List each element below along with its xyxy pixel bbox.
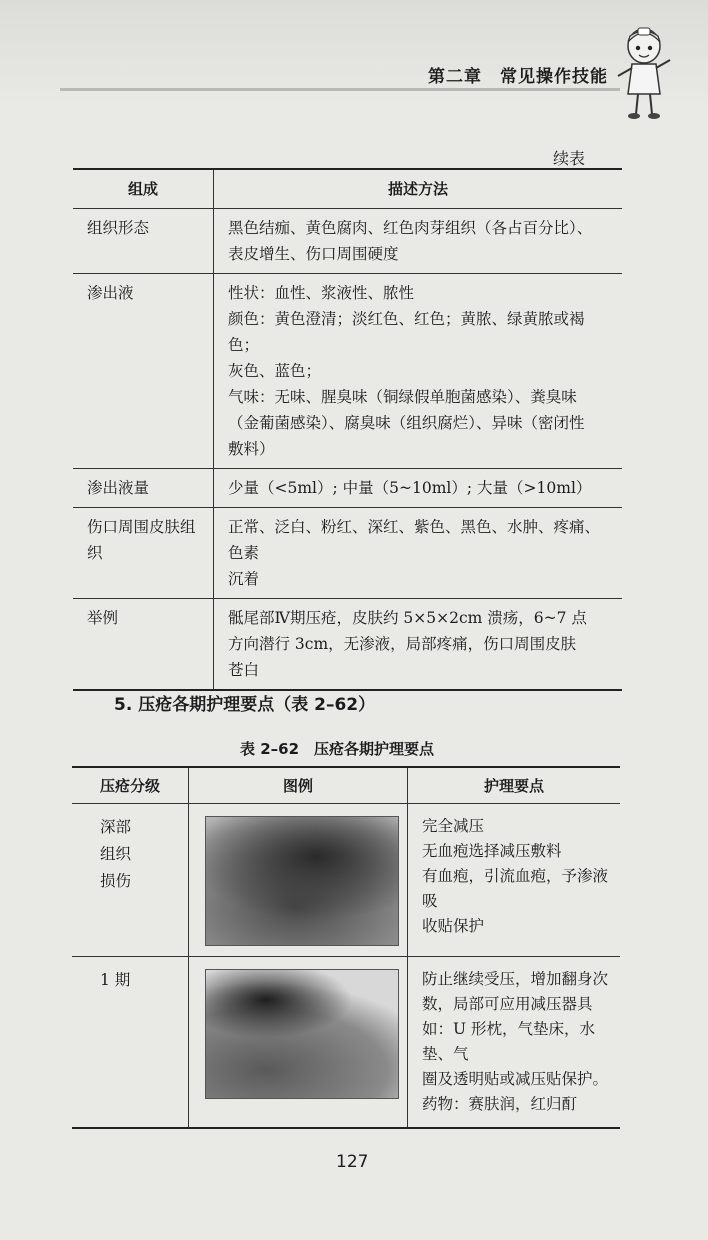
description-line: 表皮增生、伤口周围硬度	[228, 245, 399, 263]
stage-label: 深部组织损伤	[100, 818, 132, 890]
page-number: 127	[336, 1152, 369, 1172]
stage-label: 1 期	[100, 971, 131, 989]
table-header-row	[72, 767, 620, 804]
column-header: 护理要点	[483, 777, 544, 795]
continued-table-label: 续表	[553, 149, 586, 168]
column-header: 压疮分级	[72, 767, 189, 804]
wound-assessment-table	[73, 168, 622, 691]
care-line: 无血疱选择减压敷料	[422, 842, 562, 860]
nurse-mascot-icon	[614, 24, 674, 124]
column-header: 描述方法	[387, 180, 448, 198]
illustration-cell	[189, 957, 408, 1129]
description-line: 方向潜行 3cm，无渗液，局部疼痛，伤口周围皮肤	[228, 635, 577, 653]
description-line: （金葡菌感染）、腐臭味（组织腐烂）、异味（密闭性	[228, 414, 585, 432]
row-description	[214, 508, 623, 599]
row-description	[214, 599, 623, 691]
row-label: 举例	[73, 599, 214, 691]
section-heading: 5. 压疮各期护理要点（表 2–62）	[114, 695, 376, 715]
stage-cell	[72, 957, 189, 1129]
description-line: 敷料）	[228, 440, 275, 458]
description-line: 少量（<5ml）; 中量（5~10ml）; 大量（>10ml）	[228, 479, 592, 497]
row-label: 渗出液量	[73, 469, 214, 508]
care-line: 数，局部可应用减压器具	[422, 995, 593, 1013]
description-line: 苍白	[228, 661, 260, 679]
row-label: 渗出液	[73, 274, 214, 469]
illustration-cell	[189, 804, 408, 957]
table-row	[73, 469, 622, 508]
care-line: 收贴保护	[422, 917, 485, 935]
care-line: 药物：赛肤润，红归酊	[422, 1095, 578, 1113]
care-line: 圈及透明贴或减压贴保护。	[422, 1070, 609, 1088]
table-caption: 表 2–62 压疮各期护理要点	[240, 740, 435, 758]
care-line: 有血疱，引流血疱，予渗液吸	[422, 867, 609, 910]
column-header: 组成	[73, 169, 214, 209]
row-label: 伤口周围皮肤组织	[73, 508, 214, 599]
care-points-cell	[408, 804, 621, 957]
description-line: 性状：血性、浆液性、脓性	[228, 284, 415, 302]
table-row	[73, 209, 622, 274]
row-description	[214, 209, 623, 274]
description-line: 骶尾部Ⅳ期压疮，皮肤约 5×5×2cm 溃疡，6~7 点	[228, 609, 587, 627]
care-line: 如：U 形枕，气垫床，水垫、气	[422, 1020, 595, 1063]
stage-cell	[72, 804, 189, 957]
row-label: 组织形态	[73, 209, 214, 274]
description-line: 灰色、蓝色；	[228, 362, 322, 380]
description-line: 沉着	[228, 570, 260, 588]
care-line: 完全减压	[422, 817, 485, 835]
table-row	[72, 957, 620, 1129]
table-row	[73, 508, 622, 599]
column-header: 图例	[189, 767, 408, 804]
care-line: 防止继续受压，增加翻身次	[422, 970, 609, 988]
description-line: 颜色：黄色澄清；淡红色、红色；黄脓、绿黄脓或褐色；	[228, 310, 585, 354]
pressure-ulcer-care-table	[72, 766, 620, 1129]
row-description	[214, 274, 623, 469]
wound-photo	[205, 969, 399, 1099]
chapter-title: 第二章 常见操作技能	[428, 67, 608, 87]
header-rule	[60, 88, 620, 91]
table-row	[73, 274, 622, 469]
table-row	[72, 804, 620, 957]
description-line: 正常、泛白、粉红、深红、紫色、黑色、水肿、疼痛、色素	[228, 518, 601, 562]
description-line: 气味：无味、腥臭味（铜绿假单胞菌感染）、粪臭味	[228, 388, 577, 406]
care-points-cell	[408, 957, 621, 1129]
row-description	[214, 469, 623, 508]
description-line: 黑色结痂、黄色腐肉、红色肉芽组织（各占百分比）、	[228, 219, 593, 237]
wound-photo	[205, 816, 399, 946]
table-row	[73, 599, 622, 691]
table-header-row	[73, 169, 622, 209]
